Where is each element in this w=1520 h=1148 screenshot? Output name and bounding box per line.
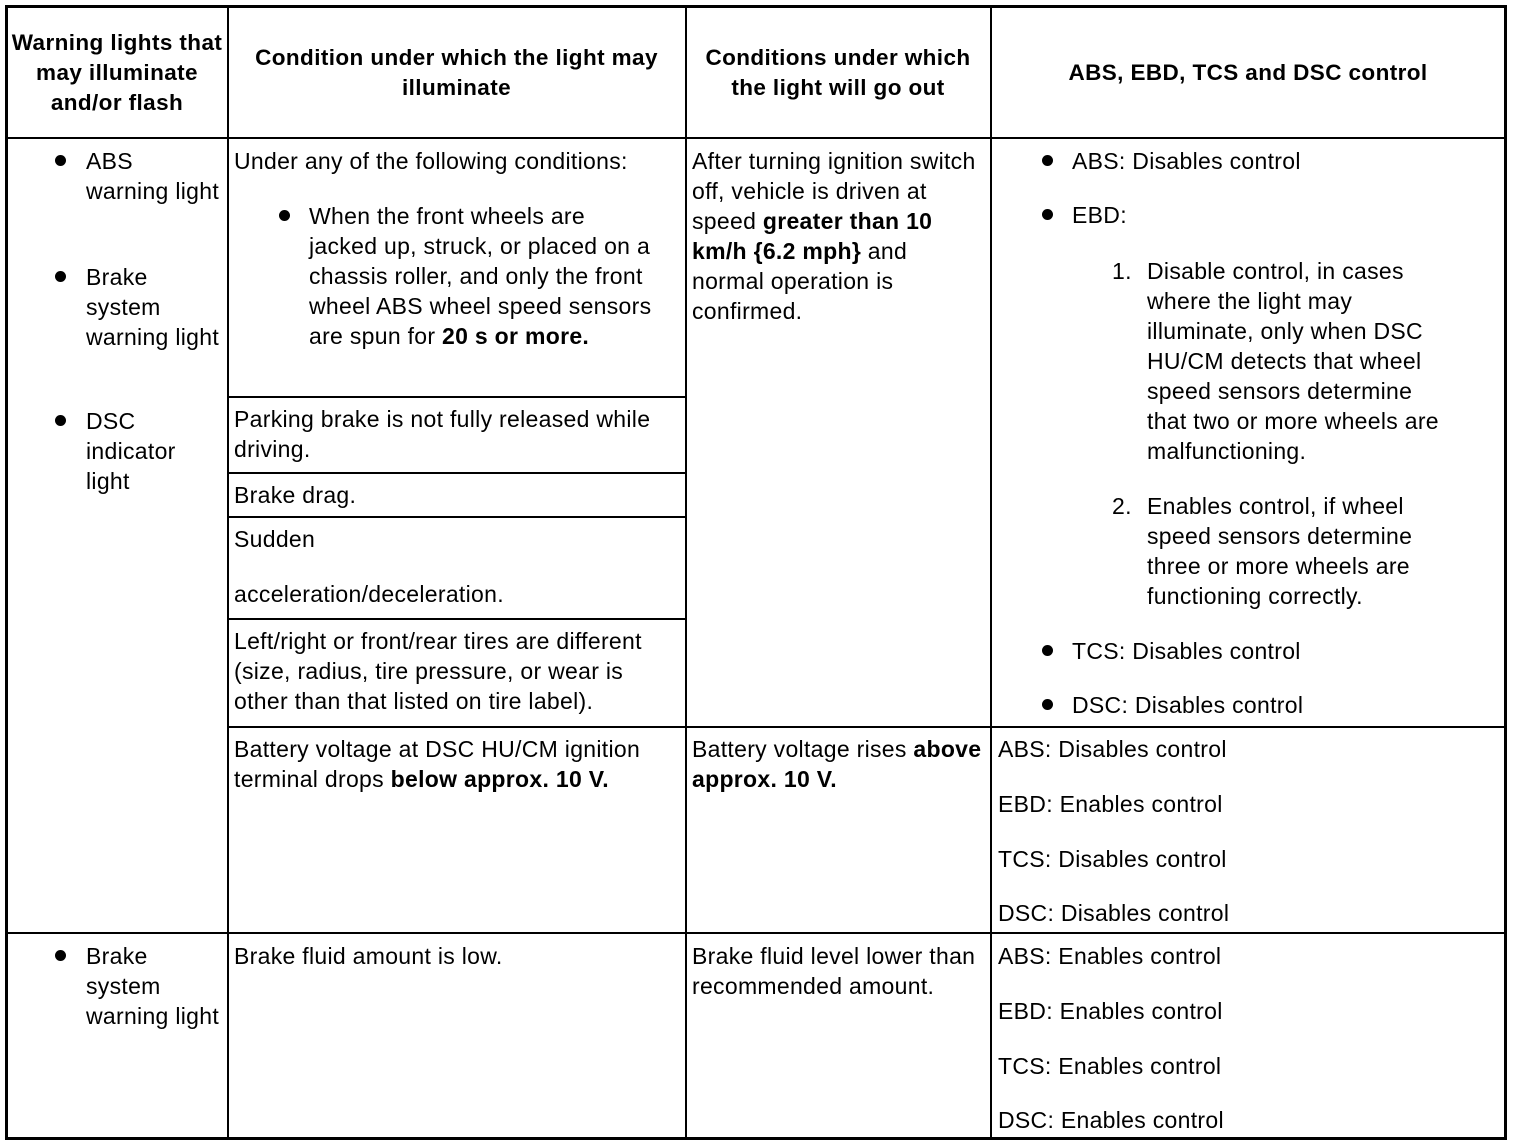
control-ebd-1-number: 1.: [1112, 258, 1132, 284]
control-abs: ABS: Disables control: [1072, 148, 1301, 174]
goes-out-ignition: After turning ignition switch off, vehicle is driven at speed greater than 10 km/h {6.2 mph} and normal operation is confirmed.: [692, 148, 976, 324]
row-divider: [228, 516, 686, 518]
battery-control-tcs: TCS: Disables control: [998, 846, 1227, 872]
column-divider: [990, 7, 992, 1138]
row-divider: [228, 472, 686, 474]
header-warning-lights: Warning lights that may illuminate and/or flash: [11, 30, 223, 115]
control-ebd-2: Enables control, if wheel speed sensors determine three or more wheels are functioning correctly.: [1147, 493, 1413, 609]
bullet-icon: [55, 950, 66, 961]
control-ebd: EBD:: [1072, 202, 1127, 228]
condition-brake-drag: Brake drag.: [234, 482, 357, 508]
condition-parking-brake: Parking brake is not fully released while driving.: [234, 406, 651, 462]
condition-battery-voltage: Battery voltage at DSC HU/CM ignition terminal drops below approx. 10 V.: [234, 736, 641, 792]
header-condition-illuminate: Condition under which the light may illuminate: [255, 45, 658, 100]
goes-out-battery-voltage: Battery voltage rises above approx. 10 V.: [692, 736, 982, 792]
battery-control-abs: ABS: Disables control: [998, 736, 1227, 762]
header-divider: [7, 137, 1505, 139]
control-ebd-1: Disable control, in cases where the light may illuminate, only when DSC HU/CM detects that wheel speed sensors determine that two or more wheels are malfunctioning.: [1147, 258, 1439, 464]
condition-brake-fluid: Brake fluid amount is low.: [234, 943, 503, 969]
header-control: ABS, EBD, TCS and DSC control: [1068, 60, 1428, 85]
row-divider: [228, 396, 686, 398]
bullet-icon: [55, 271, 66, 282]
row-divider: [228, 618, 686, 620]
light-abs-warning: ABS warning light: [86, 148, 220, 204]
row-divider: [228, 726, 1505, 728]
bullet-icon: [1042, 699, 1053, 710]
bullet-icon: [1042, 155, 1053, 166]
control-dsc: DSC: Disables control: [1072, 692, 1304, 718]
bullet-icon: [55, 155, 66, 166]
battery-control-ebd: EBD: Enables control: [998, 791, 1223, 817]
bullet-icon: [55, 415, 66, 426]
column-divider: [227, 7, 229, 1138]
control-ebd-2-number: 2.: [1112, 493, 1132, 519]
condition-sudden-2: acceleration/deceleration.: [234, 581, 504, 607]
bullet-icon: [1042, 645, 1053, 656]
light-brake-system-warning-2: Brake system warning light: [86, 943, 220, 1029]
row-divider: [7, 932, 1505, 934]
condition-sudden-1: Sudden: [234, 526, 316, 552]
fluid-control-abs: ABS: Enables control: [998, 943, 1222, 969]
light-brake-system-warning: Brake system warning light: [86, 264, 220, 350]
header-condition-go-out: Conditions under which the light will go out: [705, 45, 971, 100]
battery-control-dsc: DSC: Disables control: [998, 900, 1230, 926]
fluid-control-tcs: TCS: Enables control: [998, 1053, 1222, 1079]
light-dsc-indicator: DSC indicator light: [86, 408, 176, 494]
bullet-icon: [1042, 209, 1053, 220]
bullet-icon: [279, 210, 290, 221]
goes-out-brake-fluid: Brake fluid level lower than recommended amount.: [692, 943, 976, 999]
control-tcs: TCS: Disables control: [1072, 638, 1301, 664]
condition-tires: Left/right or front/rear tires are different (size, radius, tire pressure, or wear is other than that listed on tire label).: [234, 628, 642, 714]
column-divider: [685, 7, 687, 1138]
condition-intro: Under any of the following conditions:: [234, 148, 628, 174]
fluid-control-dsc: DSC: Enables control: [998, 1107, 1224, 1133]
condition-jacked-up: When the front wheels are jacked up, struck, or placed on a chassis roller, and only the front wheel ABS wheel speed sensors are spun for 20 s or more.: [309, 203, 652, 349]
fluid-control-ebd: EBD: Enables control: [998, 998, 1223, 1024]
